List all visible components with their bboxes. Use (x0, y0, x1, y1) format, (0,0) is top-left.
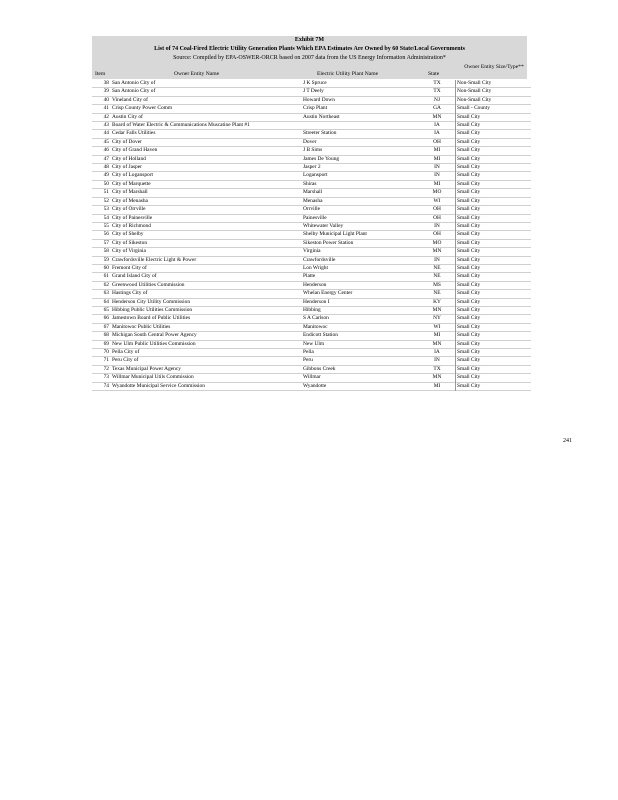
row-item-number: 63 (103, 290, 109, 297)
row-plant-name: Crawfordsville (303, 256, 336, 263)
table-row (92, 231, 531, 239)
table-row (92, 306, 531, 314)
row-item-number: 59 (103, 256, 109, 263)
row-item-number: 40 (103, 96, 109, 103)
row-entity-type: Small City (456, 231, 532, 239)
table-row (92, 281, 531, 289)
row-owner-name: City of Sikeston (112, 239, 148, 246)
row-state: IN (434, 172, 440, 179)
row-plant-name: Menasha (303, 197, 323, 204)
row-plant-name: Marshall (303, 189, 323, 196)
table-row (92, 315, 531, 323)
row-state: MS (433, 281, 441, 288)
row-plant-name: J B Sims (303, 147, 323, 154)
row-state: MI (433, 147, 441, 154)
table-row (92, 256, 531, 264)
column-headers (92, 63, 527, 79)
row-entity-type: Small City (456, 222, 532, 230)
row-owner-name: Michigan South Central Power Agency (112, 332, 197, 339)
row-item-number: 48 (103, 164, 109, 171)
row-entity-type: Small City (456, 155, 532, 163)
row-owner-name: City of Orrville (112, 206, 146, 213)
col-item-header: Item (95, 71, 106, 77)
table-header-band (92, 36, 527, 63)
table-row (92, 122, 531, 130)
row-owner-name: Jamestown Board of Public Utilities (112, 315, 191, 322)
row-entity-type: Small City (456, 374, 532, 382)
table-row (92, 290, 531, 298)
col-owner-header: Owner Entity Name (174, 71, 220, 77)
row-item-number: 73 (103, 374, 109, 381)
row-state: KY (433, 298, 441, 305)
row-state: MI (433, 382, 441, 389)
row-item-number: 69 (103, 340, 109, 347)
row-item-number: 58 (103, 248, 109, 255)
row-plant-name: Austin Northeast (303, 113, 340, 120)
table-row (92, 172, 531, 180)
row-plant-name: New Ulm (303, 340, 325, 347)
table-row (92, 248, 531, 256)
row-entity-type: Small City (456, 306, 532, 314)
row-state: MN (432, 248, 442, 255)
row-entity-type: Small City (456, 323, 532, 331)
table-row (92, 189, 531, 197)
row-entity-type: Small City (456, 172, 532, 180)
row-owner-name: Hastings City of (112, 290, 148, 297)
row-plant-name: Shelby Municipal Light Plant (303, 231, 367, 238)
row-entity-type: Small City (456, 281, 532, 289)
row-plant-name: Platte (303, 273, 316, 280)
row-plant-name (302, 122, 418, 130)
table-row (92, 88, 531, 96)
row-owner-name: City of Holland (112, 155, 146, 162)
row-state: OH (433, 138, 441, 145)
table-row (92, 138, 531, 146)
row-owner-name: Vineland City of (112, 96, 148, 103)
row-owner-name: Wyandotte Municipal Service Commission (112, 382, 205, 389)
row-entity-type: Small City (456, 315, 532, 323)
row-state: IA (434, 130, 440, 137)
row-state: MI (433, 180, 441, 187)
row-owner-name: Texas Municipal Power Agency (112, 365, 181, 372)
row-state: MN (432, 374, 442, 381)
row-item-number: 38 (103, 80, 109, 86)
row-state: NE (433, 290, 441, 297)
row-owner-name: Henderson City Utility Commission (112, 298, 191, 305)
row-state: IN (434, 357, 440, 364)
row-state: OH (433, 206, 441, 213)
row-state: MO (432, 189, 442, 196)
row-state: IN (434, 256, 440, 263)
row-plant-name: Crisp Plant (303, 105, 328, 112)
row-item-number: 51 (103, 189, 109, 196)
row-state: WI (433, 197, 441, 204)
row-item-number: 56 (103, 231, 109, 238)
row-plant-name: J T Deely (303, 88, 324, 95)
table-row (92, 147, 531, 155)
table-row (92, 206, 531, 214)
row-owner-name: City of Painesville (112, 214, 153, 221)
row-owner-name: Willmar Municipal Utils Commission (112, 374, 194, 381)
table-row (92, 340, 531, 348)
row-state: IA (434, 122, 440, 129)
table-row (92, 222, 531, 230)
row-plant-name: Streeter Station (303, 130, 337, 137)
row-item-number: 57 (103, 239, 109, 246)
row-item-number: 53 (103, 206, 109, 213)
row-state: MN (432, 113, 442, 120)
row-state: TX (433, 365, 441, 372)
row-item-number: 71 (103, 357, 109, 364)
row-entity-type: Small City (456, 256, 532, 264)
row-plant-name: Logansport (303, 172, 328, 179)
row-item-number: 61 (103, 273, 109, 280)
row-entity-type: Small City (456, 239, 532, 247)
row-item-number: 47 (103, 155, 109, 162)
row-state: IA (434, 349, 440, 355)
row-plant-name: Hibbing (303, 306, 321, 313)
row-owner-name: New Ulm Public Utilities Commission (112, 340, 196, 347)
row-plant-name: Henderson (303, 281, 327, 288)
source-note: Source: Compiled by EPA-OSWER-ORCR based on 2007 data from the US Energy Information Administration* (173, 55, 446, 61)
row-owner-name: Pella City of (112, 349, 140, 355)
table-row (92, 180, 531, 188)
row-owner-name: City of Menasha (112, 197, 148, 204)
row-plant-name: Shiras (303, 180, 317, 187)
row-state: OH (433, 231, 441, 238)
row-owner-name: Crisp County Power Comm (112, 105, 173, 112)
row-owner-name: Manitowoc Public Utilities (112, 323, 171, 330)
row-item-number: 67 (103, 323, 109, 330)
exhibit-title: Exhibit 7M (294, 37, 325, 43)
row-entity-type: Small City (456, 248, 532, 256)
row-plant-name: Manitowoc (303, 323, 328, 330)
table-row (92, 349, 531, 357)
row-entity-type: Small City (456, 349, 532, 357)
row-entity-type: Small City (456, 382, 532, 390)
row-item-number: 50 (103, 180, 109, 187)
row-owner-name: Austin City of (112, 113, 143, 120)
row-item-number: 60 (103, 264, 109, 271)
row-owner-name: City of Grand Haven (112, 147, 158, 154)
row-entity-type: Small City (456, 206, 532, 214)
row-item-number: 70 (103, 349, 109, 355)
row-item-number: 52 (103, 197, 109, 204)
row-item-number: 41 (103, 105, 109, 112)
row-state: NY (433, 315, 441, 322)
row-item-number: 45 (103, 138, 109, 145)
row-owner-name: Fremont City of (112, 264, 147, 271)
row-item-number: 55 (103, 222, 109, 229)
table-row (92, 155, 531, 163)
col-state-header: State (428, 71, 440, 77)
table-row (92, 113, 531, 121)
row-plant-name: J K Spruce (303, 80, 327, 86)
row-owner-name: Cedar Falls Utilities (112, 130, 156, 137)
row-state: GA (433, 105, 441, 112)
row-owner-name: City of Richmond (112, 222, 151, 229)
table-row (92, 239, 531, 247)
row-plant-name: Dover (303, 138, 317, 145)
row-entity-type: Small - County (456, 105, 532, 113)
row-entity-type: Non-Small City (456, 80, 532, 88)
row-item-number: 64 (103, 298, 109, 305)
row-plant-name: Sikeston Power Station (303, 239, 354, 246)
table-row (92, 374, 531, 382)
row-plant-name: Howard Down (303, 96, 335, 103)
col-type-header: Owner Entity Size/Type** (464, 64, 524, 70)
table-row (92, 105, 531, 113)
row-item-number: 44 (103, 130, 109, 137)
row-owner-name: Crawfordsville Electric Light & Power (112, 256, 197, 263)
row-plant-name: Orrville (303, 206, 321, 213)
row-plant-name: Henderson I (303, 298, 330, 305)
row-owner-name: Board of Water Electric & Communications Muscatine Plant #1 (112, 122, 250, 129)
table-subtitle: List of 74 Coal-Fired Electric Utility Generation Plants Which EPA Estimates Are Owned by 60 State/Local Governments (154, 46, 465, 52)
row-entity-type: Small City (456, 214, 532, 222)
table-row (92, 382, 531, 390)
table-row (92, 214, 531, 222)
table-row (92, 96, 531, 104)
row-entity-type: Small City (456, 273, 532, 281)
row-plant-name: Wyandotte (303, 382, 327, 389)
row-state: MN (432, 306, 442, 313)
row-state: IN (434, 222, 440, 229)
table-row (92, 264, 531, 272)
row-item-number: 49 (103, 172, 109, 179)
row-plant-name: Painesville (303, 214, 327, 221)
row-entity-type: Small City (456, 357, 532, 365)
row-item-number: 43 (103, 122, 109, 129)
page-number: 241 (563, 438, 572, 444)
row-state: MO (432, 239, 442, 246)
table-row (92, 80, 531, 88)
row-item-number: 46 (103, 147, 109, 154)
row-owner-name: City of Virginia (112, 248, 146, 255)
row-entity-type: Small City (456, 180, 532, 188)
row-owner-name: Hibbing Public Utilities Commission (112, 306, 193, 313)
row-owner-name: San Antonio City of (112, 88, 156, 95)
row-plant-name: S A Carlson (303, 315, 329, 322)
row-entity-type: Small City (456, 365, 532, 373)
row-item-number: 62 (103, 281, 109, 288)
row-item-number: 72 (103, 365, 109, 372)
row-owner-name: Greenwood Utilities Commission (112, 281, 185, 288)
table-row (92, 197, 531, 205)
row-owner-name: City of Jasper (112, 164, 142, 171)
row-entity-type: Small City (456, 138, 532, 146)
row-item-number: 54 (103, 214, 109, 221)
table-row (92, 298, 531, 306)
row-plant-name: Pella (303, 349, 314, 355)
row-state: MN (432, 340, 442, 347)
row-state: NJ (434, 96, 440, 103)
table-row (92, 164, 531, 172)
row-entity-type: Small City (456, 122, 532, 130)
row-entity-type: Non-Small City (456, 96, 532, 104)
row-plant-name: Gibbons Creek (303, 365, 336, 372)
row-entity-type: Small City (456, 189, 532, 197)
row-entity-type: Small City (456, 298, 532, 306)
table-body (92, 80, 531, 391)
table-row (92, 130, 531, 138)
row-entity-type: Small City (456, 147, 532, 155)
col-plant-header: Electric Utility Plant Name (317, 71, 379, 77)
row-item-number: 42 (103, 113, 109, 120)
row-entity-type: Small City (456, 340, 532, 348)
row-owner-name: San Antonio City of (112, 80, 156, 86)
row-owner-name: City of Shelby (112, 231, 144, 238)
row-plant-name: Virginia (303, 248, 321, 255)
table-row (92, 357, 531, 365)
row-owner-name: City of Marshall (112, 189, 148, 196)
row-state: TX (433, 88, 441, 95)
row-item-number: 65 (103, 306, 109, 313)
row-entity-type: Small City (456, 130, 532, 138)
row-plant-name: Whitewater Valley (303, 222, 344, 229)
row-item-number: 68 (103, 332, 109, 339)
row-owner-name: City of Logansport (112, 172, 154, 179)
row-plant-name: Endicott Station (303, 332, 338, 339)
row-plant-name: Willmar (303, 374, 321, 381)
table-row (92, 332, 531, 340)
table-row (92, 273, 531, 281)
row-entity-type: Small City (456, 332, 532, 340)
table-row (92, 365, 531, 373)
row-entity-type: Non-Small City (456, 88, 532, 96)
row-entity-type: Small City (456, 197, 532, 205)
row-entity-type: Small City (456, 113, 532, 121)
row-plant-name: Jasper 2 (303, 164, 321, 171)
row-entity-type: Small City (456, 264, 532, 272)
row-state: NE (433, 273, 441, 280)
row-plant-name: Peru (303, 357, 313, 364)
row-state: OH (433, 214, 441, 221)
table-row (92, 323, 531, 331)
row-state: WI (433, 323, 441, 330)
row-plant-name: Lon Wright (303, 264, 328, 271)
row-state: TX (433, 80, 441, 86)
row-owner-name: Peru City of (112, 357, 139, 364)
row-owner-name: Grand Island City of (112, 273, 157, 280)
row-owner-name: City of Dover (112, 138, 142, 145)
utility-plants-table (92, 80, 531, 391)
row-plant-name: James De Young (303, 155, 340, 162)
row-item-number: 39 (103, 88, 109, 95)
row-state: MI (433, 332, 441, 339)
row-entity-type: Small City (456, 290, 532, 298)
row-entity-type: Small City (456, 164, 532, 172)
row-state: MI (433, 155, 441, 162)
row-state: IN (434, 164, 440, 171)
row-state: NE (433, 264, 441, 271)
row-plant-name: Whelan Energy Center (303, 290, 353, 297)
row-item-number: 66 (103, 315, 109, 322)
row-item-number: 74 (103, 382, 109, 389)
row-owner-name: City of Marquette (112, 180, 151, 187)
